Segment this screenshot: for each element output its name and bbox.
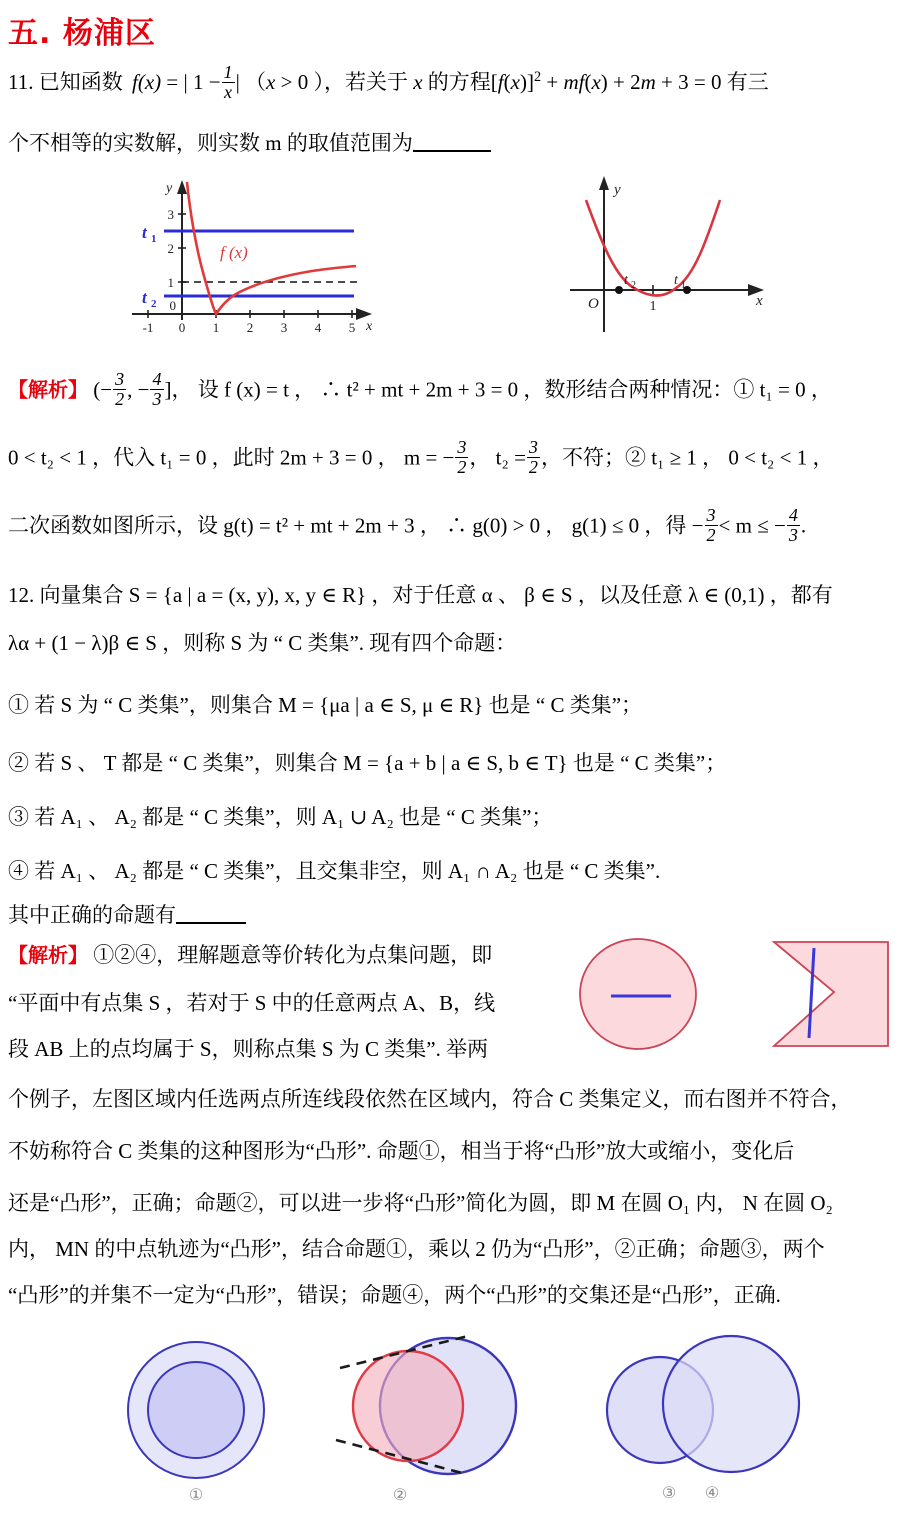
q11-number: 11. xyxy=(8,70,34,94)
svg-text:2: 2 xyxy=(151,298,157,310)
svg-text:-1: -1 xyxy=(142,320,154,335)
q11-text-a: 已知函数 xyxy=(38,70,123,94)
answer-blank-11[interactable] xyxy=(413,150,491,152)
svg-text:②: ② xyxy=(392,1487,408,1504)
solution-12-line-6: 还是“凸形”，正确；命题②，可以进一步将“凸形”简化为圆，即 M 在圆 O₁ 内， N 在圆 O₂ xyxy=(8,1191,833,1215)
svg-text:5: 5 xyxy=(348,320,356,335)
solution-12-line-7: 内， MN 的中点轨迹为“凸形”，结合命题①，乘以 2 仍为“凸形”，②正确；命题③，两个 xyxy=(8,1237,825,1261)
solution-tag-12: 【解析】 xyxy=(8,943,88,967)
svg-text:t: t xyxy=(142,288,147,307)
solution-tag-11: 【解析】 xyxy=(8,377,88,402)
solution-12-line-1: 【解析】 ①②④，理解题意等价转化为点集问题，即 xyxy=(8,943,493,967)
svg-text:t: t xyxy=(674,273,678,288)
figure-parabola-graph xyxy=(524,172,820,340)
q11-text-b: 个不相等的实数解，则实数 m 的取值范围为 xyxy=(8,131,413,155)
svg-text:2: 2 xyxy=(246,320,254,335)
question-12-line-1 xyxy=(8,580,833,610)
svg-text:1: 1 xyxy=(151,233,157,245)
solution-12-line-5: 不妨称符合 C 类集的这种图形为“凸形”. 命题①，相当于将“凸形”放大或缩小，变化后 xyxy=(8,1139,795,1163)
svg-text:x: x xyxy=(366,319,373,334)
svg-text:③: ③ xyxy=(661,1485,677,1502)
svg-text:3: 3 xyxy=(167,207,174,222)
proposition-1: ① 若 S 为 “ C 类集”，则集合 M = {μa | a ∈ S, μ ∈ R} 也是 “ C 类集”； xyxy=(8,693,643,717)
proposition-4: ④ 若 A₁ 、 A₂ 都是 “ C 类集”，且交集非空，则 A₁ ∩ A₂ 也是 “ C 类集”. xyxy=(8,859,661,883)
solution-12-line-3: 段 AB 上的点均属于 S，则称点集 S 为 C 类集”. 举两 xyxy=(8,1037,489,1061)
figure-bottom-34-intersecting-circles xyxy=(600,1322,880,1512)
figure-bottom-1-concentric-circles xyxy=(104,1332,324,1512)
svg-text:f (x): f (x) xyxy=(220,243,248,262)
question-12-final-line: 其中正确的命题有 xyxy=(8,900,246,930)
figure-convex-nonconvex xyxy=(576,928,898,1068)
question-12-line-2: λα + (1 − λ)β ∈ S ，则称 S 为 “ C 类集”. 现有四个命题： xyxy=(8,631,517,655)
fraction-one-over-x: $\frac{1}{x}$ xyxy=(223,61,233,102)
svg-text:0: 0 xyxy=(169,298,176,313)
svg-text:y: y xyxy=(614,182,621,198)
svg-text:4: 4 xyxy=(314,320,322,335)
svg-text:1: 1 xyxy=(167,275,174,290)
solution-12-line-2: “平面中有点集 S ，若对于 S 中的任意两点 A、B，线 xyxy=(8,991,496,1015)
svg-text:O: O xyxy=(588,296,599,312)
svg-text:2: 2 xyxy=(631,280,636,291)
solution-11-line-2: 0 < t₂ < 1 ，代入 t₁ = 0 ，此时 2m + 3 = 0 ， m = − $\frac{3}{2}$ ， t₂ = $\frac{3}{2}$ ，不符；② t₁ ≥ 1 ， 0 < t₂ < 1 ， xyxy=(8,437,834,477)
question-11-line-1: 11. 已知函数 f(x) = | 1 − $\frac{1}{x}$ | （x > 0 ），若关于 x 的方程$[f(x)]^2 + mf(x) + 2m + 3 = 0$ 有三 xyxy=(8,61,769,102)
answer-blank-12[interactable] xyxy=(176,922,246,924)
svg-text:2: 2 xyxy=(167,241,174,256)
q12-text-1: 向量集合 S = {a | a = (x, y), x, y ∈ R} ，对于任意 α 、 β ∈ S ，以及任意 λ ∈ (0,1) ，都有 xyxy=(39,583,833,607)
svg-text:1: 1 xyxy=(649,299,657,314)
svg-text:1: 1 xyxy=(681,280,686,291)
svg-text:1: 1 xyxy=(212,320,220,335)
svg-text:①: ① xyxy=(188,1487,204,1504)
proposition-3: ③ 若 A₁ 、 A₂ 都是 “ C 类集”，则 A₁ ∪ A₂ 也是 “ C 类集”； xyxy=(8,805,553,829)
svg-text:3: 3 xyxy=(280,320,288,335)
solution-11-line-1: 【解析】 (− $\frac{3}{2}$ , − $\frac{4}{3}$ ]， 设 f (x) = t ， ∴ t² + mt + 2m + 3 = 0 ，数形结合两种情况：① t₁ = 0 ， xyxy=(8,369,832,409)
svg-text:0: 0 xyxy=(178,320,186,335)
solution-12-line-4: 个例子，左图区域内任选两点所连线段依然在区域内，符合 C 类集定义，而右图并不符合， xyxy=(8,1087,852,1111)
page-title: 五. 杨浦区 xyxy=(8,16,156,51)
svg-text:t: t xyxy=(142,223,147,242)
q12-number: 12. xyxy=(8,583,35,607)
svg-text:y: y xyxy=(166,181,173,196)
svg-text:x: x xyxy=(756,293,763,309)
figure-bottom-2-minkowski-sum xyxy=(330,1322,590,1512)
svg-text:t: t xyxy=(624,273,628,288)
question-11-line-2 xyxy=(8,128,491,158)
figure-fx-graph xyxy=(104,172,400,340)
solution-11-line-3: 二次函数如图所示，设 g(t) = t² + mt + 2m + 3 ， ∴ g(0) > 0 ， g(1) ≤ 0 ，得 − $\frac{3}{2}$ < m ≤ − $\frac{4}{3}$ . xyxy=(8,505,807,545)
solution-11-text-a: ]， 设 f (x) = t ， ∴ t² + mt + 2m + 3 = 0 ，数形结合两种情况：① t₁ = 0 ， xyxy=(164,377,832,402)
svg-text:④: ④ xyxy=(704,1485,720,1502)
solution-12-line-8: “凸形”的并集不一定为“凸形”，错误；命题④，两个“凸形”的交集还是“凸形”，正确. xyxy=(8,1283,781,1307)
proposition-2: ② 若 S 、 T 都是 “ C 类集”，则集合 M = {a + b | a ∈ S, b ∈ T} 也是 “ C 类集”； xyxy=(8,751,727,775)
